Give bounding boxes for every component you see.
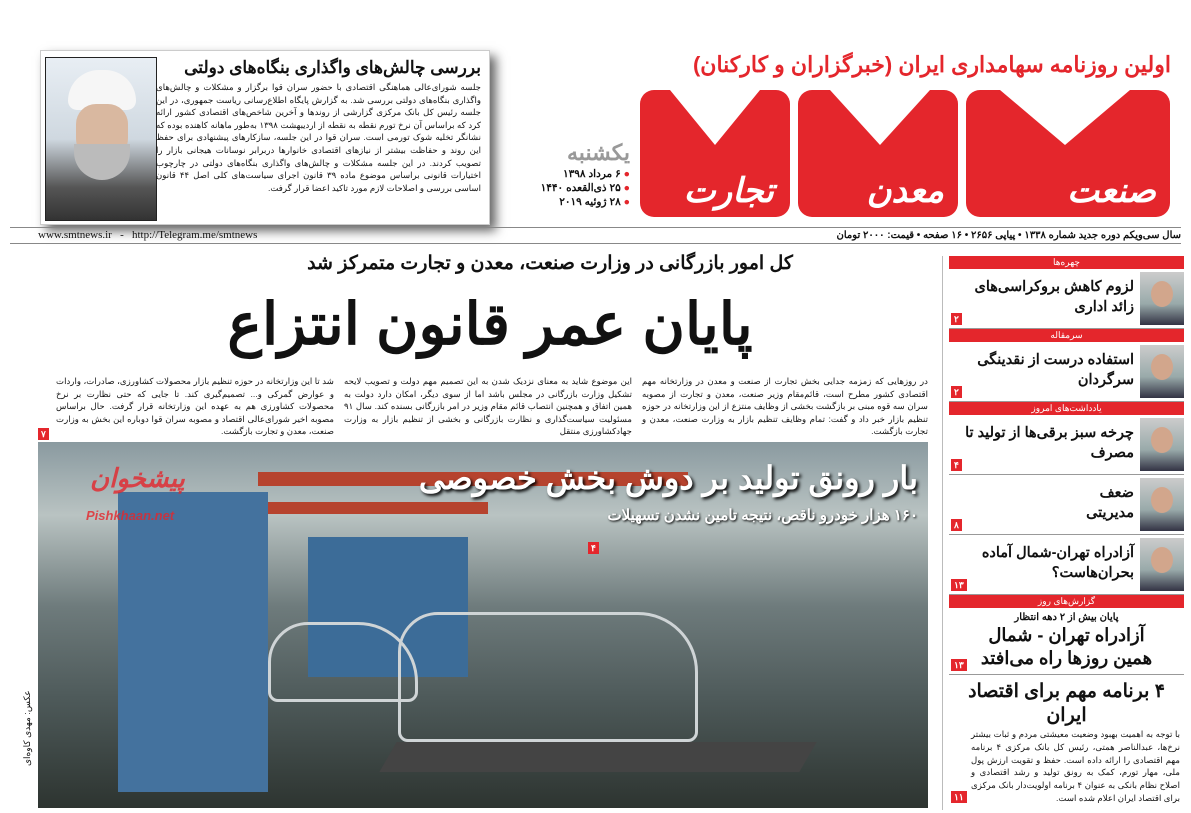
author-photo	[1140, 418, 1184, 471]
author-photo	[1140, 345, 1184, 398]
lead-headline[interactable]: پایان عمر قانون انتزاع	[227, 292, 753, 357]
date-gregorian: ۲۸ ژوئیه ۲۰۱۹	[559, 196, 621, 208]
photo-credit: عکس: مهدی کاوه‌ای	[22, 690, 32, 766]
sidebar-item[interactable]: چرخه سبز برقی‌ها از تولید تا مصرف ۴	[949, 415, 1184, 475]
issue-info: سال سی‌ویکم دوره جدید شماره ۱۳۳۸ • پیاپی ۲۶۵۶ • ۱۶ صفحه • قیمت: ۲۰۰۰ تومان	[836, 230, 1181, 241]
president-photo	[45, 57, 157, 221]
author-photo	[1140, 272, 1184, 325]
lead-column-2: این موضوع شاید به معنای نزدیک شدن به این تصمیم مهم دولت و تصویب لایحه تشکیل وزارت بازرگانی در مجلس باشد اما از سوی دیگر، امکان دارد دولت به همین اتفاق و همچنین انتصاب قائم مقام وزیر در امر بازرگانی بسنده کند. سال ۹۱ مسئولیت سیاست‌گذاری و نظارت بازرگانی و بخشی از تنظیم بازار به وزارت جهادکشاورزی منتقل	[344, 376, 632, 437]
logo-word-tejarat: تجارت	[683, 172, 774, 210]
date-block: یکشنبه ● ۶ مرداد ۱۳۹۸ ● ۲۵ ذی‌القعده ۱۴۴۰ ● ۲۸ ژوئیه ۲۰۱۹	[520, 140, 630, 208]
watermark-logo: پیشخوان	[90, 463, 185, 493]
programs-item[interactable]: ۴ برنامه مهم برای اقتصاد ایران با توجه به اهمیت بهبود وضعیت معیشتی مردم و ثبات بیشتر نرخ‌ها، عبدالناصر همتی، رئیس کل بانک مرکزی ۴ برنامه مهم اقتصادی را ارائه داده است. حفظ و تقویت ارزش پول ملی، مهار تورم، کمک به رونق تولید و رشد اقتصادی و اصلاح نظام بانکی به عنوان ۴ برنامه اولویت‌دار بانک مرکزی برای اقتصاد ایران اعلام شده است. ۱۱	[949, 680, 1184, 805]
sidebar-item[interactable]: استفاده درست از نقدینگی سرگردان ۲	[949, 342, 1184, 402]
newspaper-logo	[640, 90, 1170, 217]
lead-column-3: شد تا این وزارتخانه در حوزه تنظیم بازار محصولات کشاورزی، صادرات، واردات و عوارض گمرکی و... تصمیم‌گیری کند. تا جایی که حتی نظارت بر نرخ محصولات کشاورزی هم به عهده این وزارتخانه قرار گرفت. حال براساس مصوبه اخیر شورای‌عالی اقتصاد و مصوبه سران قوا دوباره این بخش به وزارت صنعت، معدن و تجارت بازگشت.	[56, 376, 334, 437]
top-story-body: جلسه شورای‌عالی هماهنگی اقتصادی با حضور سران قوا برگزار و مشکلات و چالش‌های واگذاری بنگاه‌های دولتی بررسی شد. به گزارش پایگاه اطلاع‌رسانی ریاست جمهوری، در این جلسه رئیس کل بانک مرکزی گزارشی از روندها و آخرین شاخص‌های اقتصادی کشور ارائه کرد که براساس آن نرخ تورم نقطه به نقطه از اردیبهشت ۱۳۹۸ به‌طور ماهانه کاهنده بوده که نشانگر تخلیه شوک تورمی است. سران قوا در این جلسه، سازکارهای پیشنهادی برای حفظ این روند و حفاظت بیشتر از نیازهای اقتصادی خانوارها دربرابر نوسانات هیجانی بازار را تصویب کردند. در این جلسه مشکلات و چالش‌های واگذاری بنگاه‌های دولتی در چارچوب اختیارات قانونی براساس موضوع ماده ۳۹ قانون اجرای سیاست‌های کلی اصل ۴۴ قانون اساسی بررسی و اصلاحات لازم مورد تاکید اعضا قرار گرفت.	[156, 82, 481, 193]
author-photo	[1140, 478, 1184, 531]
logo-word-madan: معدن	[866, 172, 944, 210]
website-links[interactable]: www.smtnews.ir - http://Telegram.me/smtnews	[38, 229, 258, 241]
watermark-url: Pishkhaan.net	[86, 508, 175, 523]
report-item[interactable]: پایان بیش از ۲ دهه انتظار آزادراه تهران - شمال همین روزها راه می‌افتد ۱۳	[949, 611, 1184, 675]
section-header-faces: چهره‌ها	[949, 256, 1184, 269]
photo-headline[interactable]: بار رونق تولید بر دوش بخش خصوصی	[418, 460, 918, 496]
top-story-title[interactable]: بررسی چالش‌های واگذاری بنگاه‌های دولتی	[184, 58, 481, 77]
section-header-editorial: سرمقاله	[949, 329, 1184, 342]
factory-photo[interactable]	[38, 442, 928, 808]
divider	[10, 243, 1181, 244]
section-header-notes: یادداشت‌های امروز	[949, 402, 1184, 415]
masthead-tagline: اولین روزنامه سهامداری ایران (خبرگزاران و کارکنان)	[692, 52, 1171, 77]
sidebar	[942, 256, 1184, 810]
sidebar-item[interactable]: آزادراه تهران-شمال آماده بحران‌هاست؟ ۱۳	[949, 535, 1184, 595]
date-lunar: ۲۵ ذی‌القعده ۱۴۴۰	[540, 182, 621, 194]
logo-word-sanat: صنعت	[1067, 172, 1156, 210]
top-story-box[interactable]	[40, 50, 490, 225]
lead-page-badge[interactable]: ۷	[38, 424, 49, 442]
divider	[10, 227, 1181, 228]
weekday: یکشنبه	[567, 140, 630, 165]
section-header-reports: گزارش‌های روز	[949, 595, 1184, 608]
author-photo	[1140, 538, 1184, 591]
date-solar: ۶ مرداد ۱۳۹۸	[563, 168, 621, 180]
lead-column-1: در روزهایی که زمزمه جدایی بخش تجارت از صنعت و معدن در وزارتخانه مهم اقتصادی کشور مطرح است، قائم‌مقام وزیر صنعت، معدن و تجارت از مصوبه سران سه قوه مبنی بر بازگشت بخشی از وظایف منتزع از این وزارتخانه در حوزه تنظیم بازار خبر داد و گفت: تمام وظایف تنظیم بازار به وزارت صنعت، معدن و تجارت بازگشت.	[642, 376, 928, 437]
sidebar-item[interactable]: ضعف مدیریتی ۸	[949, 475, 1184, 535]
lead-kicker[interactable]: کل امور بازرگانی در وزارت صنعت، معدن و تجارت متمرکز شد	[307, 253, 793, 274]
sidebar-item[interactable]: لزوم کاهش بروکراسی‌های زائد اداری ۲	[949, 269, 1184, 329]
photo-page-badge[interactable]: ۴	[588, 538, 599, 556]
photo-subheadline: ۱۶۰ هزار خودرو ناقص، نتیجه تامین نشدن تسهیلات	[607, 507, 918, 524]
